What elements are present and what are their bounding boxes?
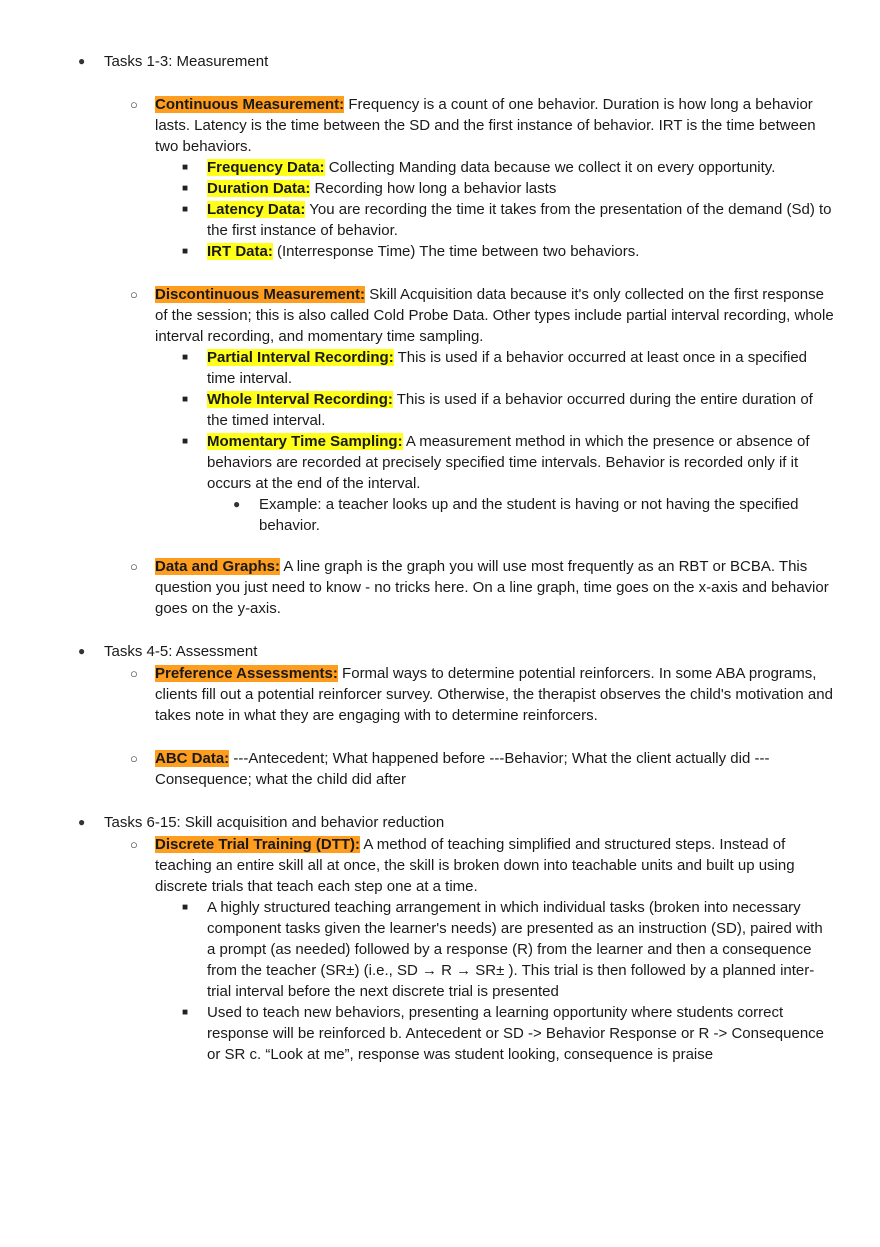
data-and-graphs-label: Data and Graphs: [155,558,281,575]
bullet-square-icon: ■ [182,902,189,913]
bullet-circle-icon: ○ [130,666,138,681]
latency-data-text: You are recording the time it takes from the presentation of the demand (Sd) to the first instance of behavior. [207,201,832,239]
continuous-measurement-label: Continuous Measurement: [155,96,345,113]
abc-data-label: ABC Data: [155,750,230,767]
preference-assessments-label: Preference Assessments: [155,665,338,682]
bullet-square-icon: ■ [182,352,189,363]
bullet-disc-icon: ● [78,54,86,68]
bullet-disc-icon: ● [78,815,86,829]
dtt-detail-text-1: A highly structured teaching arrangement in which individual tasks (broken into necessary component tasks given the learner's needs) are presented as an instruction (SD), paired with a prompt (as needed) followed by a response (R) from the learner and then a consequence from the teacher (SR±) (i.e., SD → R → SR± ). This trial is then followed by a planned inter-trial interval before the next discrete trial is presented [207,899,823,1000]
bullet-circle-icon: ○ [130,837,138,852]
whole-interval-label: Whole Interval Recording: [207,391,393,408]
bullet-circle-icon: ○ [130,97,138,112]
bullet-square-icon: ■ [182,204,189,215]
bullet-square-icon: ■ [182,394,189,405]
bullet-circle-icon: ○ [130,287,138,302]
discontinuous-measurement-label: Discontinuous Measurement: [155,286,366,303]
bullet-disc-icon: ● [233,497,241,511]
task-6-15-heading: Tasks 6-15: Skill acquisition and behavior reduction [104,814,445,831]
momentary-time-sampling-text: A measurement method in which the presence or absence of behaviors are recorded at precisely specified time intervals. Behavior is recorded only if it occurs at the end of the interval. [207,433,810,492]
abc-data-text: ---Antecedent; What happened before ---Behavior; What the client actually did ---Consequence; what the child did after [155,750,770,788]
partial-interval-label: Partial Interval Recording: [207,349,394,366]
irt-data-label: IRT Data: [207,243,273,260]
whole-interval-text: This is used if a behavior occurred during the entire duration of the timed interval. [207,391,813,429]
example-text: Example: a teacher looks up and the student is having or not having the specified behavior. [259,496,799,534]
frequency-data-text: Collecting Manding data because we collect it on every opportunity. [324,159,776,176]
bullet-circle-icon: ○ [130,559,138,574]
partial-interval-text: This is used if a behavior occurred at least once in a specified time interval. [207,349,808,387]
preference-assessments-text: Formal ways to determine potential reinforcers. In some ABA programs, clients fill out a potential reinforcer survey. Otherwise, the therapist observes the child's motivation and takes note in what they are engaging with to determine reinforcers. [155,665,833,724]
data-and-graphs-text: A line graph is the graph you will use most frequently as an RBT or BCBA. This question you just need to know - no tricks here. On a line graph, time goes on the x-axis and behavior goes on the y-axis. [155,558,829,617]
task-4-5-heading: Tasks 4-5: Assessment [104,643,258,660]
dtt-label: Discrete Trial Training (DTT): [155,836,361,853]
bullet-square-icon: ■ [182,183,189,194]
dtt-detail-text-2: Used to teach new behaviors, presenting a learning opportunity where students correct response will be reinforced b. Antecedent or SD -> Behavior Response or R -> Consequence or SR c. “Look at me”, response was student looking, consequence is praise [207,1004,825,1063]
bullet-disc-icon: ● [78,644,86,658]
continuous-measurement-text: Frequency is a count of one behavior. Duration is how long a behavior lasts. Latency is the time between the SD and the first instance of behavior. IRT is the time between two behaviors. [155,96,816,155]
latency-data-label: Latency Data: [207,201,306,218]
bullet-square-icon: ■ [182,1007,189,1018]
bullet-square-icon: ■ [182,162,189,173]
bullet-circle-icon: ○ [130,751,138,766]
frequency-data-label: Frequency Data: [207,159,325,176]
bullet-square-icon: ■ [182,246,189,257]
momentary-time-sampling-label: Momentary Time Sampling: [207,433,403,450]
irt-data-text: (Interresponse Time) The time between two behaviors. [272,243,640,260]
task-1-3-heading: Tasks 1-3: Measurement [104,53,269,70]
duration-data-text: Recording how long a behavior lasts [310,180,557,197]
discontinuous-measurement-text: Skill Acquisition data because it's only collected on the first response of the session; this is also called Cold Probe Data. Other types include partial interval recording, whole interval recording, and momentary time sampling. [155,286,834,345]
bullet-square-icon: ■ [182,436,189,447]
duration-data-label: Duration Data: [207,180,311,197]
dtt-text: A method of teaching simplified and structured steps. Instead of teaching an entire skill all at once, the skill is broken down into teachable units and built up using discrete trials that teach each step one at a time. [155,836,795,895]
